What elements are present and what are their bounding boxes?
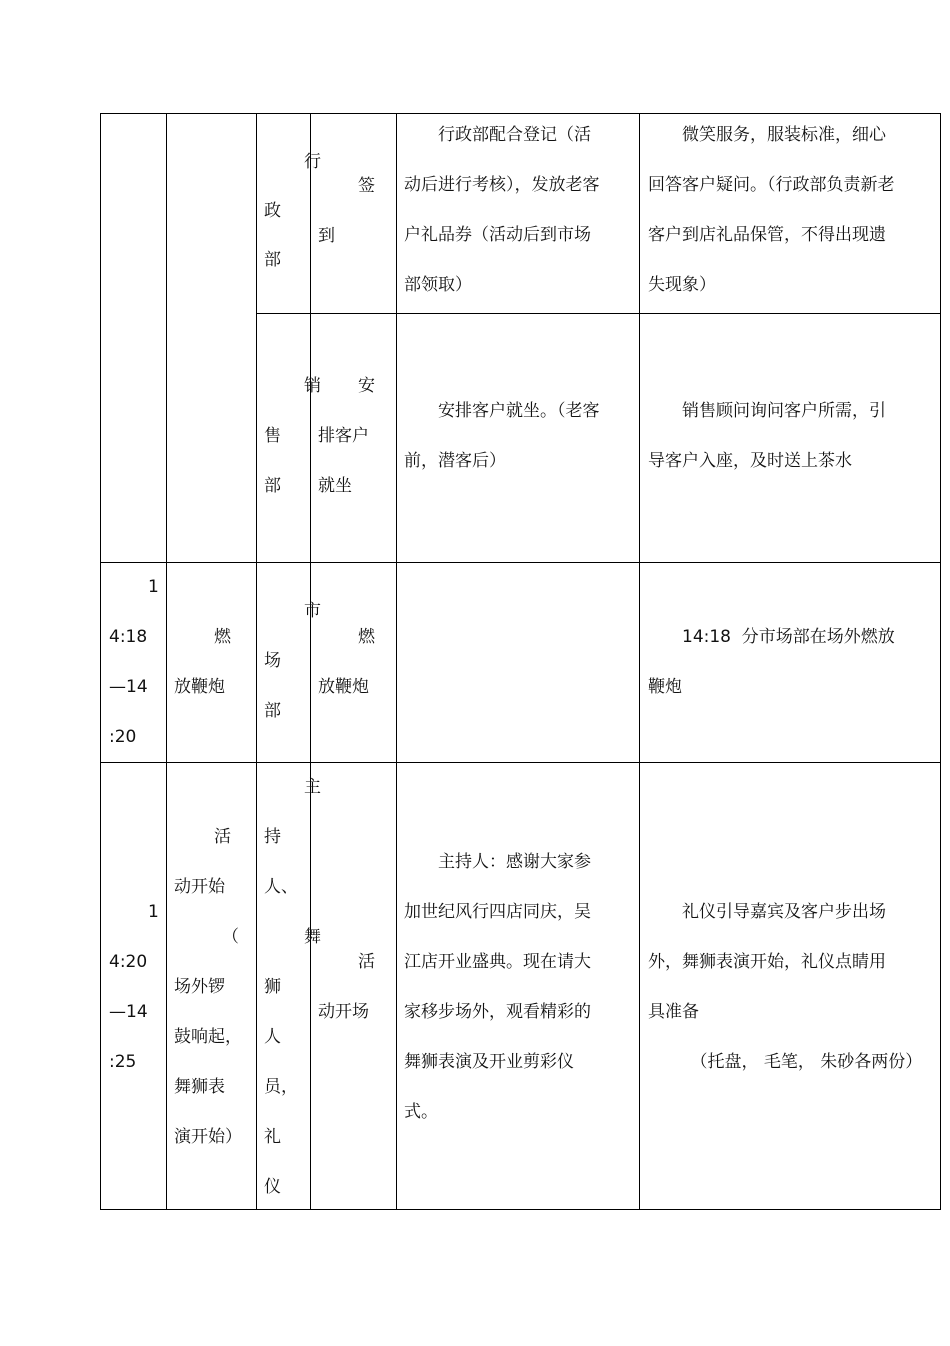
remark-text: 销售顾问询问客户所需，引 导客户入座，及时送上茶水 [648,401,886,471]
item-text: 演开始） [174,1127,242,1147]
item-text: 活 [214,827,231,847]
table-border-left [100,113,101,1210]
dept-text: 人、 [264,877,298,897]
dept-text: 员， [264,1077,298,1097]
task-text: 排客户 [318,426,369,446]
remark-text: 14:18 分市场部在场外燃放 鞭炮 [648,627,895,697]
dept-text: 部 [264,476,281,496]
time-text: 4:18 [109,627,148,647]
dept-text: 仪 [264,1177,281,1197]
dept-text: 主 [304,777,321,797]
row-divider [100,562,941,563]
column-divider [310,113,311,1210]
task-text: 就坐 [318,476,352,496]
item-text: （ [222,927,239,947]
dept-text: 销 [304,376,321,396]
task-text: 活 [358,952,375,972]
time-text: 1 [148,902,159,922]
column-divider [639,113,640,1210]
content-text: 安排客户就坐。（老客 前，潜客后） [404,401,600,471]
time-text: 1 [148,577,159,597]
time-text: :25 [109,1052,137,1072]
task-text: 燃 [358,627,375,647]
dept-text: 场 [264,651,281,671]
task-text: 到 [318,226,335,246]
row-divider [100,762,941,763]
dept-text: 行 [304,152,321,172]
table-border-right [940,113,941,1210]
item-text: 场外锣 [174,977,225,997]
content-text: 主持人：感谢大家参 加世纪风行四店同庆，吴 江店开业盛典。现在请大 家移步场外，观看精彩的 舞狮表演及开业剪彩仪 式。 [404,852,591,1122]
item-text: 舞狮表 [174,1077,225,1097]
item-text: 燃 [214,627,231,647]
table-border-bottom [100,1209,941,1210]
time-text: —14 [109,1002,148,1022]
item-text: 动开始 [174,877,225,897]
row-divider [256,313,941,314]
item-text: 放鞭炮 [174,677,225,697]
time-text: —14 [109,677,148,697]
item-text: 鼓响起， [174,1027,242,1047]
dept-text: 部 [264,701,281,721]
time-text: 4:20 [109,952,148,972]
column-divider [256,113,257,1210]
dept-text: 政 [264,201,281,221]
dept-text: 市 [304,601,321,621]
column-divider [166,113,167,1210]
content-text: 行政部配合登记（活 动后进行考核），发放老客 户礼品券（活动后到市场 部领取） [404,125,600,295]
column-divider [396,113,397,1210]
time-text: :20 [109,727,137,747]
dept-text: 持 [264,827,281,847]
task-text: 动开场 [318,1002,369,1022]
task-text: 安 [358,376,375,396]
task-text: 放鞭炮 [318,677,369,697]
dept-text: 狮 [264,977,281,997]
dept-text: 人 [264,1027,281,1047]
remark-text: 礼仪引导嘉宾及客户步出场 外，舞狮表演开始，礼仪点睛用 具准备 （托盘， 毛笔， 朱砂各两份） [648,902,923,1072]
dept-text: 售 [264,426,281,446]
dept-text: 部 [264,250,281,270]
dept-text: 舞 [304,927,321,947]
remark-text: 微笑服务，服装标准，细心 回答客户疑问。（行政部负责新老 客户到店礼品保管，不得出现遗 失现象） [648,125,895,295]
task-text: 签 [358,176,375,196]
dept-text: 礼 [264,1127,281,1147]
